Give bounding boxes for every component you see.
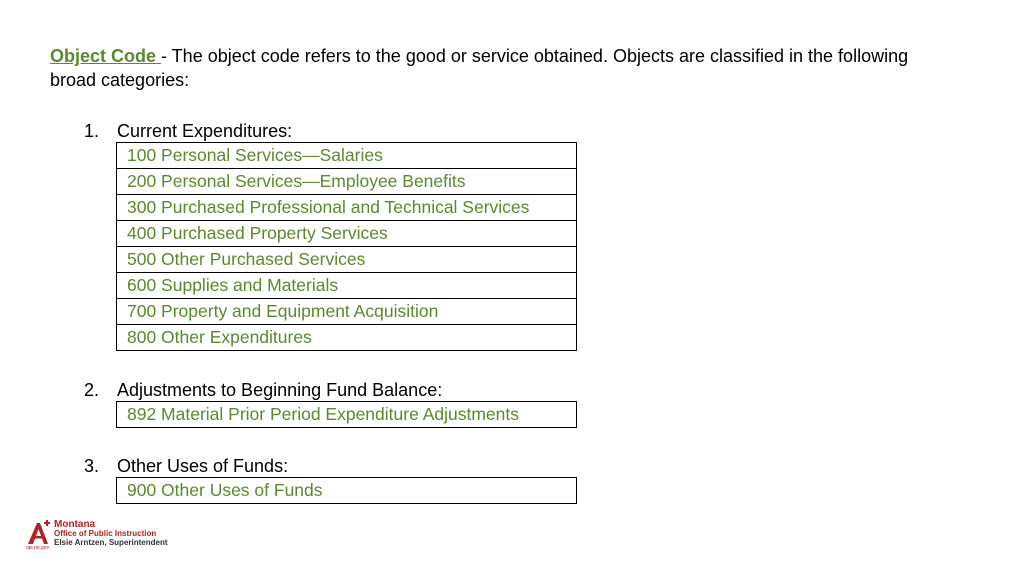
object-code-term: Object Code (50, 46, 162, 66)
code-table (116, 142, 577, 351)
logo-org: Montana (54, 519, 96, 530)
intro-paragraph (50, 44, 910, 92)
logo-superintendent: Elsie Arntzen, Superintendent (54, 538, 168, 547)
intro-text: - The object code refers to the good or service obtained. Objects are classified in the following broad categories: (50, 46, 909, 90)
section-title: Other Uses of Funds: (117, 456, 289, 476)
section-title: Current Expenditures: (117, 121, 293, 141)
section-current-expenditures (84, 120, 577, 351)
section-number: 1. (84, 121, 100, 141)
logo-office: Office of Public Instruction (54, 529, 157, 538)
code-row: 500 Other Purchased Services (117, 247, 576, 273)
section-heading (84, 455, 577, 477)
code-table (116, 401, 577, 428)
code-row: 892 Material Prior Period Expenditure Adjustments (117, 402, 576, 428)
code-row: 300 Purchased Professional and Technical Services (117, 195, 576, 221)
section-fund-balance-adjustments (84, 379, 577, 428)
section-title: Adjustments to Beginning Fund Balance: (117, 380, 443, 400)
opi-logo (26, 519, 168, 551)
a-plus-icon (26, 520, 52, 551)
code-row: 900 Other Uses of Funds (117, 478, 576, 504)
section-number: 3. (84, 456, 100, 476)
code-row: 700 Property and Equipment Acquisition (117, 299, 576, 325)
logo-url: opi.mt.gov (26, 545, 50, 551)
code-row: 200 Personal Services—Employee Benefits (117, 169, 576, 195)
section-other-uses (84, 455, 577, 504)
section-heading (84, 120, 577, 142)
code-row: 600 Supplies and Materials (117, 273, 576, 299)
code-row: 800 Other Expenditures (117, 325, 576, 351)
code-row: 100 Personal Services—Salaries (117, 143, 576, 169)
section-heading (84, 379, 577, 401)
section-number: 2. (84, 380, 100, 400)
code-table (116, 477, 577, 504)
code-row: 400 Purchased Property Services (117, 221, 576, 247)
logo-text (54, 520, 168, 547)
